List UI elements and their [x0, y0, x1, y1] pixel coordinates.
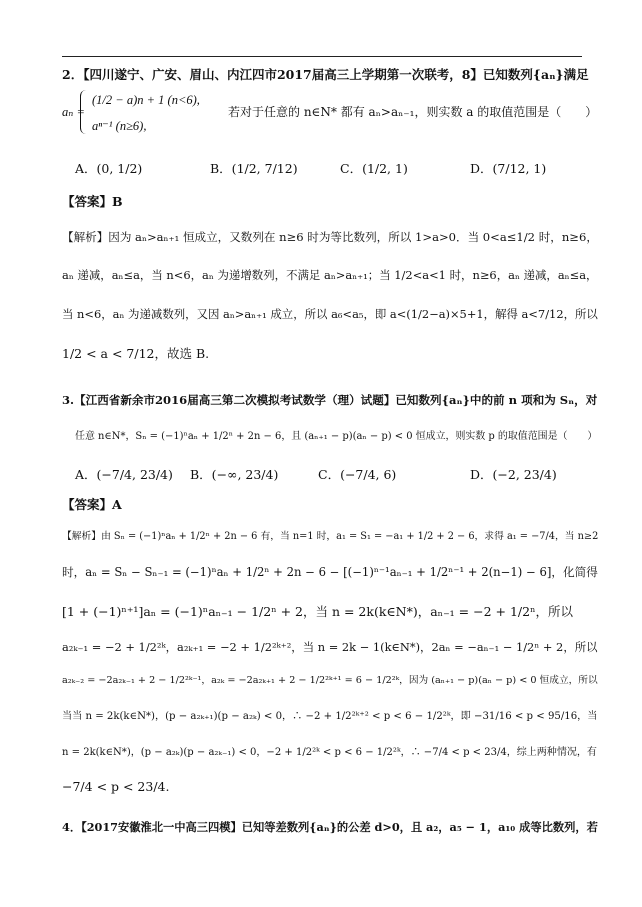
q2-analysis-line-2: aₙ 递减，aₙ≤a，当 n<6，aₙ 为递增数列，不满足 aₙ>aₙ₊₁；当 1/2<a<1 时，n≥6，aₙ 递减，aₙ≤a，: [62, 268, 598, 282]
q2-option-a: A．(0, 1/2): [75, 161, 143, 176]
q2-piecewise-brace: [80, 90, 89, 134]
q3-analysis-line-3: [1 + (−1)ⁿ⁺¹]aₙ = (−1)ⁿaₙ₋₁ − 1/2ⁿ + 2，当 n = 2k(k∈N*)，aₙ₋₁ = −2 + 1/2ⁿ，所以: [62, 604, 573, 619]
q3-statement: 任意 n∈N*，Sₙ = (−1)ⁿaₙ + 1/2ⁿ + 2n − 6，且 (aₙ₊₁ − p)(aₙ − p) < 0 恒成立，则实数 p 的取值范围是（ ）: [75, 431, 598, 442]
q3-analysis-line-7: n = 2k(k∈N*)，(p − a₂ₖ)(p − a₂ₖ₋₁) < 0，−2 + 1/2²ᵏ < p < 6 − 1/2²ᵏ，∴ −7/4 < p < 23/4，综上两种情况，有: [62, 747, 597, 758]
q2-analysis-line-1: 【解析】因为 aₙ>aₙ₊₁ 恒成立，又数列在 n≥6 时为等比数列，所以 1>a>0．当 0<a≤1/2 时，n≥6，: [62, 230, 598, 244]
q3-option-c: C．(−7/4, 6): [318, 467, 397, 482]
q2-option-d: D．(7/12, 1): [470, 161, 547, 176]
q2-option-c: C．(1/2, 1): [340, 161, 408, 176]
q3-answer: 【答案】A: [62, 497, 122, 512]
q2-piece-2: aⁿ⁻¹ (n≥6),: [92, 119, 147, 133]
q3-analysis-line-4: a₂ₖ₋₁ = −2 + 1/2²ᵏ，a₂ₖ₊₁ = −2 + 1/2²ᵏ⁺²，当 n = 2k − 1(k∈N*)，2aₙ = −aₙ₋₁ − 1/2ⁿ + 2，所以: [62, 640, 598, 654]
q2-answer: 【答案】B: [62, 194, 123, 209]
q3-option-b: B．(−∞, 23/4): [190, 467, 279, 482]
q2-option-b: B．(1/2, 7/12): [210, 161, 298, 176]
q3-option-d: D．(−2, 23/4): [470, 467, 557, 482]
q3-analysis-line-5: a₂ₖ₋₂ = −2a₂ₖ₋₁ + 2 − 1/2²ᵏ⁻¹，a₂ₖ = −2a₂ₖ₊₁ + 2 − 1/2²ᵏ⁺¹ = 6 − 1/2²ᵏ，因为 (aₙ₊₁ − p)(aₙ − p) < 0 恒成立，所以: [62, 675, 598, 686]
q2-analysis-line-3: 当 n<6，aₙ 为递减数列，又因 aₙ>aₙ₊₁ 成立，所以 a₆<a₅，即 a<(1/2−a)×5+1，解得 a<7/12，所以: [62, 307, 598, 321]
q4-heading: 4．【2017安徽淮北一中高三四模】已知等差数列{aₙ}的公差 d>0，且 a₂，a₅ − 1，a₁₀ 成等比数列，若: [62, 820, 598, 834]
q3-heading: 3.【江西省新余市2016届高三第二次模拟考试数学（理）试题】已知数列{aₙ}中的前 n 项和为 Sₙ，对: [62, 393, 598, 407]
q2-heading: 2．【四川遂宁、广安、眉山、内江四市2017届高三上学期第一次联考，8】已知数列{aₙ}满足: [62, 67, 589, 82]
q2-piece-1: (1/2 − a)n + 1 (n<6),: [92, 93, 200, 107]
header-rule: [62, 56, 582, 57]
q2-condition: 若对于任意的 n∈N* 都有 aₙ>aₙ₋₁，则实数 a 的取值范围是（ ）: [228, 105, 598, 119]
q3-option-a: A．(−7/4, 23/4): [75, 467, 173, 482]
q2-piecewise-label: aₙ =: [62, 105, 85, 119]
q3-analysis-line-2: 时，aₙ = Sₙ − Sₙ₋₁ = (−1)ⁿaₙ + 1/2ⁿ + 2n − 6 − [(−1)ⁿ⁻¹aₙ₋₁ + 1/2ⁿ⁻¹ + 2(n−1) − 6]，化简得: [62, 565, 598, 579]
q2-analysis-line-4: 1/2 < a < 7/12，故选 B.: [62, 346, 210, 361]
q3-analysis-line-1: 【解析】由 Sₙ = (−1)ⁿaₙ + 1/2ⁿ + 2n − 6 有，当 n=1 时，a₁ = S₁ = −a₁ + 1/2 + 2 − 6，求得 a₁ = −7/4，当 n≥2: [62, 531, 599, 542]
q3-analysis-line-6: 当当 n = 2k(k∈N*)，(p − a₂ₖ₊₁)(p − a₂ₖ) < 0，∴ −2 + 1/2²ᵏ⁺² < p < 6 − 1/2²ᵏ，即 −31/16 < p < 95/16，当: [62, 711, 598, 722]
q3-analysis-line-8: −7/4 < p < 23/4.: [62, 779, 170, 794]
